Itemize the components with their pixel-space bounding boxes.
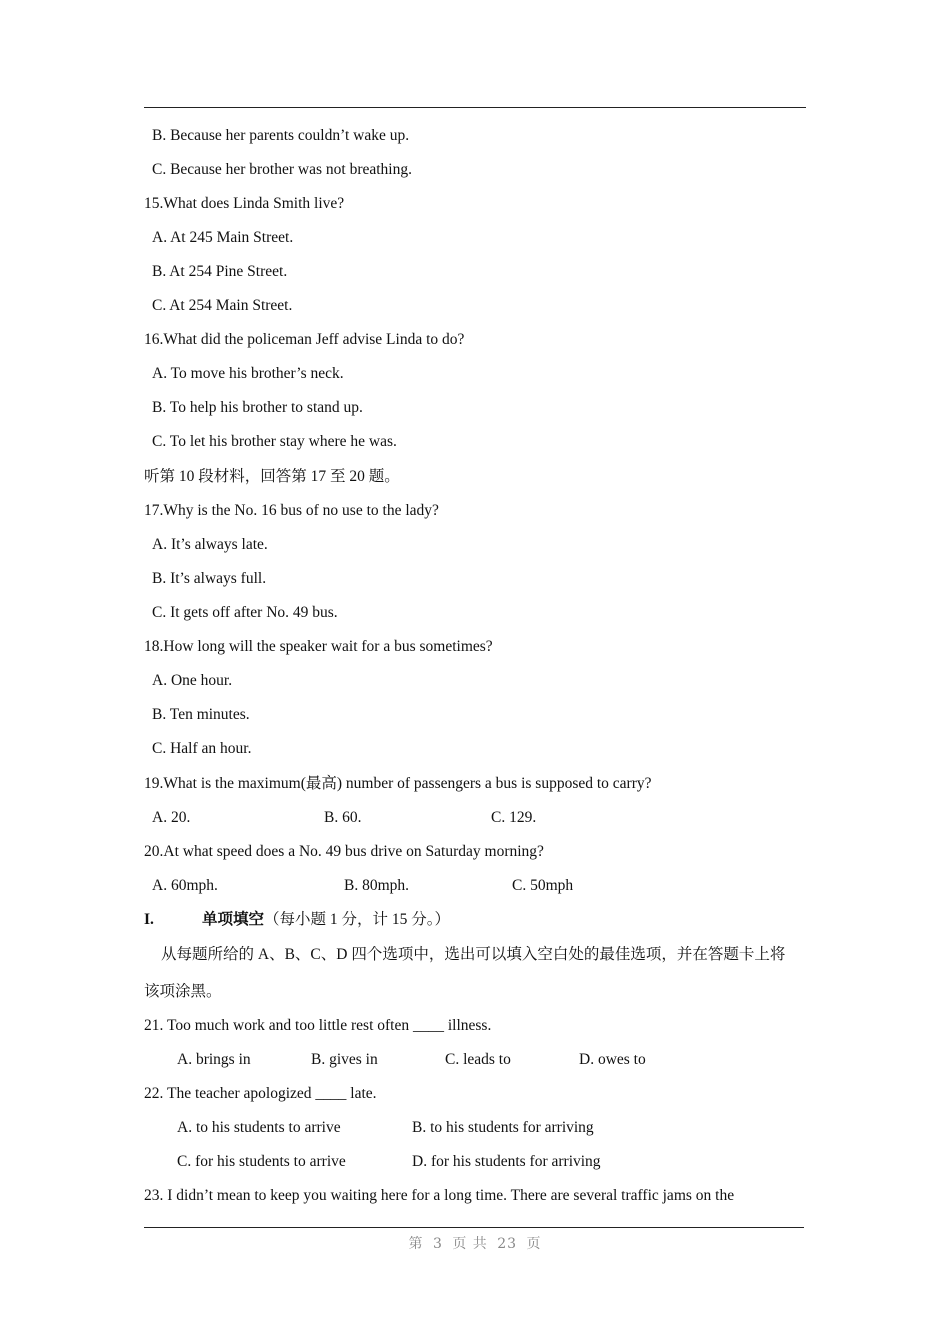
q16-option-c: C. To let his brother stay where he was. <box>152 433 397 450</box>
question-15: 15.What does Linda Smith live? <box>144 195 345 212</box>
q21-option-a: A. brings in <box>177 1051 251 1068</box>
section-heading <box>144 910 450 930</box>
question-17: 17.Why is the No. 16 bus of no use to the lady? <box>144 502 439 519</box>
q18-option-c: C. Half an hour. <box>152 740 252 757</box>
footer-total-pages: 23 <box>497 1236 518 1252</box>
footer-mid: 页 共 <box>452 1236 488 1252</box>
option-b: B. Because her parents couldn’t wake up. <box>152 127 410 144</box>
q17-option-c: C. It gets off after No. 49 bus. <box>152 604 338 621</box>
q18-option-a: A. One hour. <box>152 672 233 689</box>
header-rule <box>144 107 806 108</box>
section-instruction-line2: 该项涂黑。 <box>144 983 222 1000</box>
question-20: 20.At what speed does a No. 49 bus drive on Saturday morning? <box>144 843 544 860</box>
q21-option-d: D. owes to <box>579 1051 646 1068</box>
q17-option-a: A. It’s always late. <box>152 536 268 553</box>
q17-option-b: B. It’s always full. <box>152 570 267 587</box>
q21-option-c: C. leads to <box>445 1051 511 1068</box>
section-instruction-line1: 从每题所给的 A、B、C、D 四个选项中，选出可以填入空白处的最佳选项，并在答题卡上将 <box>161 946 786 963</box>
q20-option-c: C. 50mph <box>512 877 574 894</box>
q18-option-b: B. Ten minutes. <box>152 706 250 723</box>
listening-instruction: 听第 10 段材料，回答第 17 至 20 题。 <box>144 468 400 485</box>
q22-option-b: B. to his students for arriving <box>412 1119 594 1136</box>
q15-option-b: B. At 254 Pine Street. <box>152 263 288 280</box>
section-note: （每小题 1 分，计 15 分。） <box>264 911 451 928</box>
footer-prefix: 第 <box>408 1236 424 1252</box>
footer-page-number: 3 <box>432 1236 443 1252</box>
section-number: I. <box>144 911 154 928</box>
q22-option-d: D. for his students for arriving <box>412 1153 601 1170</box>
question-22: 22. The teacher apologized ____ late. <box>144 1085 377 1102</box>
question-19: 19.What is the maximum(最高) number of passengers a bus is supposed to carry? <box>144 775 652 792</box>
question-21: 21. Too much work and too little rest often ____ illness. <box>144 1017 492 1034</box>
q20-option-b: B. 80mph. <box>344 877 410 894</box>
footer-rule <box>144 1227 804 1228</box>
q20-option-a: A. 60mph. <box>152 877 218 894</box>
q15-option-c: C. At 254 Main Street. <box>152 297 293 314</box>
q22-option-a: A. to his students to arrive <box>177 1119 341 1136</box>
question-16: 16.What did the policeman Jeff advise Linda to do? <box>144 331 465 348</box>
question-18: 18.How long will the speaker wait for a bus sometimes? <box>144 638 493 655</box>
q19-option-b: B. 60. <box>324 809 362 826</box>
option-c: C. Because her brother was not breathing. <box>152 161 412 178</box>
q22-option-c: C. for his students to arrive <box>177 1153 346 1170</box>
q19-option-a: A. 20. <box>152 809 191 826</box>
q16-option-a: A. To move his brother’s neck. <box>152 365 344 382</box>
q15-option-a: A. At 245 Main Street. <box>152 229 294 246</box>
q19-option-c: C. 129. <box>491 809 537 826</box>
question-23: 23. I didn’t mean to keep you waiting here for a long time. There are several traffic jams on the <box>144 1187 735 1204</box>
section-title: 单项填空 <box>202 911 265 928</box>
footer-suffix: 页 <box>526 1236 542 1252</box>
q21-option-b: B. gives in <box>311 1051 378 1068</box>
page-footer <box>0 1233 950 1253</box>
q16-option-b: B. To help his brother to stand up. <box>152 399 363 416</box>
